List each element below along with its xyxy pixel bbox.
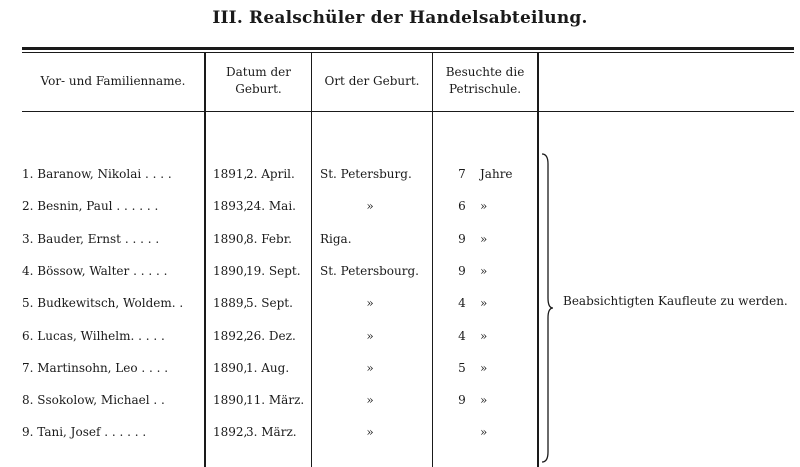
- birth-day: 11. März.: [246, 393, 305, 407]
- birth-day: 8. Febr.: [246, 232, 292, 246]
- school-years-unit: Jahre: [480, 167, 513, 181]
- birth-year: 1892,: [213, 425, 248, 439]
- school-years-unit: »: [480, 329, 488, 343]
- birth-place: St. Petersburg.: [320, 167, 412, 181]
- student-name: 6. Lucas, Wilhelm. . . . .: [22, 329, 165, 343]
- birth-day: 3. März.: [246, 425, 297, 439]
- school-years: 5: [458, 361, 466, 375]
- top-rule-thick: [22, 47, 794, 50]
- student-name: 3. Bauder, Ernst . . . . .: [22, 232, 160, 246]
- birth-year: 1890,: [213, 393, 248, 407]
- school-years-unit: »: [480, 232, 488, 246]
- student-name: 8. Ssokolow, Michael . .: [22, 393, 165, 407]
- header-place: [312, 73, 432, 90]
- birth-place: »: [366, 425, 374, 439]
- birth-year: 1889,: [213, 296, 248, 310]
- student-name: 4. Bössow, Walter . . . . .: [22, 264, 168, 278]
- school-years: 6: [458, 199, 466, 213]
- top-rule-thin: [22, 52, 794, 53]
- school-years-unit: »: [480, 296, 488, 310]
- birth-place: »: [366, 296, 374, 310]
- column-divider-4: [537, 53, 539, 467]
- school-years: 9: [458, 393, 466, 407]
- school-years-unit: »: [480, 264, 488, 278]
- birth-day: 2. April.: [246, 167, 295, 181]
- birth-year: 1892,: [213, 329, 248, 343]
- school-years: 9: [458, 264, 466, 278]
- birth-year: 1890,: [213, 264, 248, 278]
- student-name: 7. Martinsohn, Leo . . . .: [22, 361, 169, 375]
- column-divider-3: [432, 53, 433, 467]
- header-date: [206, 64, 311, 98]
- birth-place: »: [366, 199, 374, 213]
- header-school-line-1: Besuchte die: [445, 65, 525, 79]
- school-years: 9: [458, 232, 466, 246]
- school-years-unit: »: [480, 199, 488, 213]
- header-date-line-1: Datum der: [225, 65, 292, 79]
- school-years-unit: »: [480, 393, 488, 407]
- student-name: 2. Besnin, Paul . . . . . .: [22, 199, 159, 213]
- header-name: [22, 73, 204, 90]
- school-years-unit: »: [480, 361, 488, 375]
- student-name: 1. Baranow, Nikolai . . . .: [22, 167, 172, 181]
- school-years: 4: [458, 296, 466, 310]
- header-school: [433, 64, 537, 98]
- header-school-line-2: Petrischule.: [448, 82, 522, 96]
- column-divider-1: [204, 53, 206, 467]
- birth-day: 26. Dez.: [246, 329, 296, 343]
- header-rule: [22, 111, 794, 112]
- header-date-line-2: Geburt.: [235, 82, 282, 96]
- student-name: 9. Tani, Josef . . . . . .: [22, 425, 147, 439]
- school-years: 4: [458, 329, 466, 343]
- school-years-unit: »: [480, 425, 488, 439]
- remark-text: Beabsichtigten Kaufleute zu werden.: [563, 294, 788, 308]
- student-name: 5. Budkewitsch, Woldem. .: [22, 296, 184, 310]
- birth-day: 19. Sept.: [246, 264, 301, 278]
- birth-day: 1. Aug.: [246, 361, 290, 375]
- header-place-line: Ort der Geburt.: [324, 74, 420, 88]
- birth-place: »: [366, 393, 374, 407]
- birth-day: 24. Mai.: [246, 199, 296, 213]
- column-divider-2: [311, 53, 312, 467]
- birth-year: 1890,: [213, 232, 248, 246]
- birth-place: St. Petersbourg.: [320, 264, 419, 278]
- right-brace-icon: [540, 152, 554, 464]
- header-name-line: Vor- und Familienname.: [40, 74, 186, 88]
- birth-year: 1890,: [213, 361, 248, 375]
- birth-day: 5. Sept.: [246, 296, 293, 310]
- birth-place: »: [366, 329, 374, 343]
- birth-place: »: [366, 361, 374, 375]
- birth-year: 1893,: [213, 199, 248, 213]
- school-years: 7: [458, 167, 466, 181]
- page-title: III. Realschüler der Handelsabteilung.: [212, 8, 588, 28]
- birth-year: 1891,: [213, 167, 248, 181]
- birth-place: Riga.: [320, 232, 352, 246]
